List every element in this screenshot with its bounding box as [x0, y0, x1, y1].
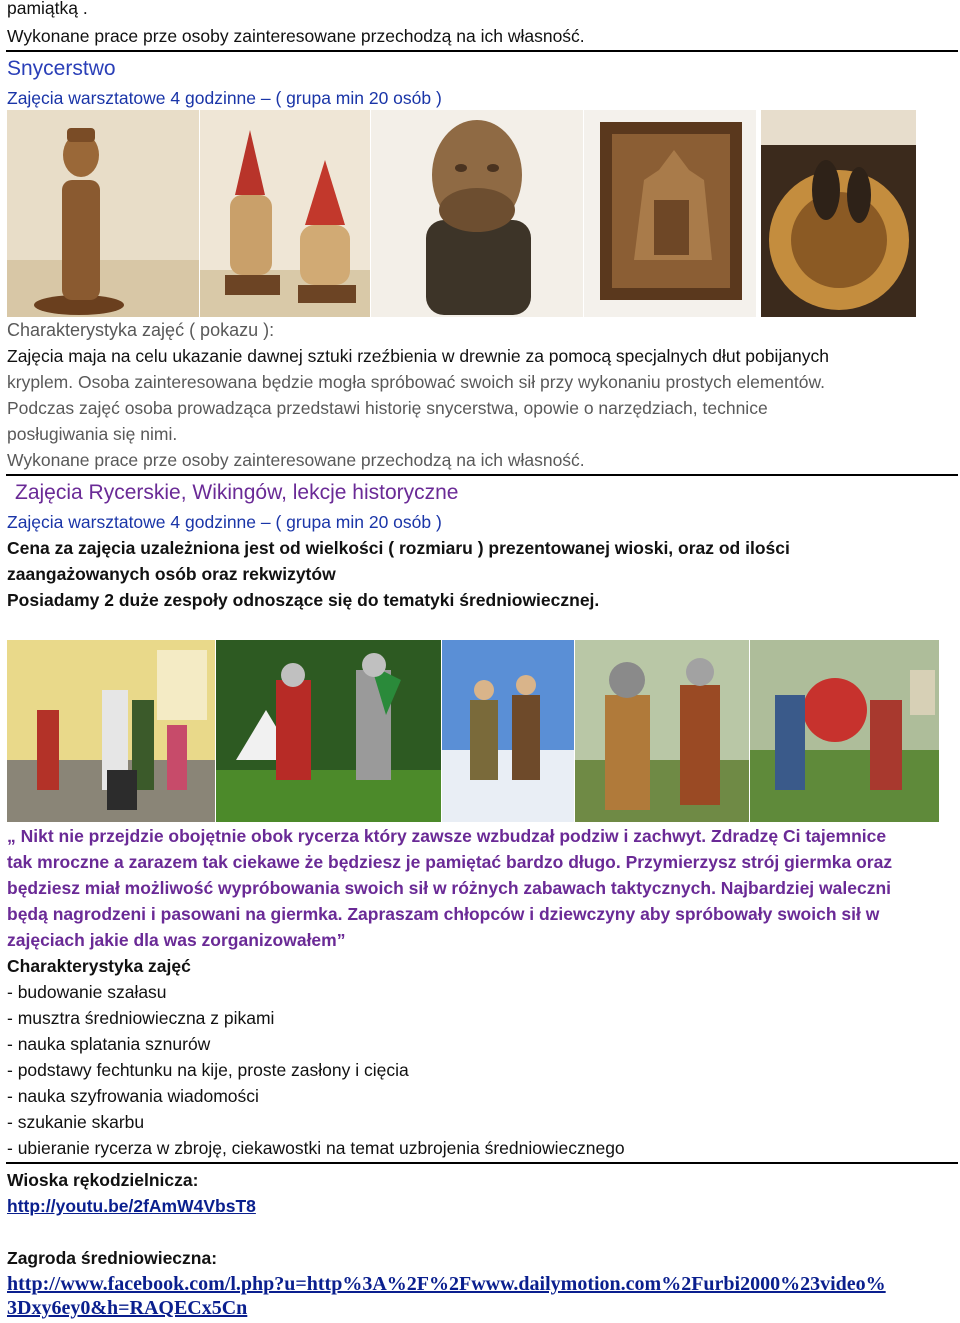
list-item: - nauka szyfrowania wiadomości	[7, 1086, 259, 1106]
price-line-1: Cena za zajęcia uzależniona jest od wielkości ( rozmiaru ) prezentowanej wioski, oraz od ilości	[7, 538, 790, 558]
carved-figure-photo	[7, 110, 199, 317]
price-line-2: zaangażowanych osób oraz rekwizytów	[7, 564, 336, 584]
zagroda-link-part-2[interactable]: 3Dxy6ey0&h=RAQECx5Cn	[7, 1297, 248, 1319]
classroom-knights-photo	[7, 640, 215, 822]
section-title-snycerstwo: Snycerstwo	[7, 57, 116, 80]
top-line-2: Wykonane prace prze osoby zainteresowane przechodzą na ich własność.	[7, 26, 585, 46]
char-heading-rycerskie: Charakterystyka zajęć	[7, 956, 191, 976]
carved-head-photo	[371, 110, 583, 317]
quote-line-2: tak mroczne a zarazem tak ciekawe że będziesz je pamiętać bardzo długo. Przymierzysz strój giermka oraz	[7, 852, 893, 872]
desc-line-4: posługiwania się nimi.	[7, 424, 178, 444]
quote-line-5: zajęciach jakie dla was zorganizowałem”	[7, 930, 346, 950]
divider	[6, 50, 958, 52]
carved-relief-photo	[584, 110, 756, 317]
divider	[6, 474, 958, 476]
section-subtitle-rycerskie: Zajęcia warsztatowe 4 godzinne – ( grupa min 20 osób )	[7, 512, 442, 532]
list-item: - budowanie szałasu	[7, 982, 167, 1002]
section-title-rycerskie: Zajęcia Rycerskie, Wikingów, lekcje historyczne	[15, 481, 459, 504]
zagroda-link-part-1[interactable]: http://www.facebook.com/l.php?u=http%3A%2F%2Fwww.dailymotion.com%2Furbi2000%23video%	[7, 1273, 886, 1295]
divider	[6, 1162, 958, 1164]
price-line-3: Posiadamy 2 duże zespoły odnoszące się do tematyki średniowiecznej.	[7, 590, 600, 610]
carved-birds-photo	[761, 110, 916, 317]
list-item: - ubieranie rycerza w zbroję, ciekawostki na temat uzbrojenia średniowiecznego	[7, 1138, 625, 1158]
chainmail-warrior-photo	[575, 640, 749, 822]
zagroda-label: Zagroda średniowieczna:	[7, 1248, 218, 1268]
quote-line-3: będziesz miał możliwość wypróbowania swoich sił w różnych zabawach taktycznych. Najbardziej waleczni	[7, 878, 892, 898]
list-item: - musztra średniowieczna z pikami	[7, 1008, 275, 1028]
list-item: - szukanie skarbu	[7, 1112, 145, 1132]
list-item: - podstawy fechtunku na kije, proste zasłony i cięcia	[7, 1060, 409, 1080]
shield-battle-photo	[750, 640, 939, 822]
section-subtitle-snycerstwo: Zajęcia warsztatowe 4 godzinne – ( grupa min 20 osób )	[7, 88, 442, 108]
top-line-1: pamiątką .	[7, 0, 88, 18]
winter-vikings-photo	[442, 640, 574, 822]
quote-line-1: „ Nikt nie przejdzie obojętnie obok rycerza który zawsze wzbudzał podziw i zachwyt. Zdradzę Ci tajemnice	[7, 826, 887, 846]
sword-fight-photo	[216, 640, 441, 822]
wioska-label: Wioska rękodzielnicza:	[7, 1170, 199, 1190]
desc-line-1: Zajęcia maja na celu ukazanie dawnej sztuki rzeźbienia w drewnie za pomocą specjalnych dłut pobijanych	[7, 346, 829, 366]
desc-line-3: Podczas zajęć osoba prowadząca przedstawi historię snycerstwa, opowie o narzędziach, technice	[7, 398, 768, 418]
carved-gnomes-photo	[200, 110, 370, 317]
list-item: - nauka splatania sznurów	[7, 1034, 211, 1054]
quote-line-4: będą nagrodzeni i pasowani na giermka. Zapraszam chłopców i dziewczyny aby spróbowały swoich sił w	[7, 904, 880, 924]
char-heading-snycerstwo: Charakterystyka zajęć ( pokazu ):	[7, 320, 275, 340]
wioska-link[interactable]: http://youtu.be/2fAmW4VbsT8	[7, 1196, 256, 1216]
desc-line-2: kryplem. Osoba zainteresowana będzie mogła spróbować swoich sił przy wykonaniu prostych elementów.	[7, 372, 826, 392]
desc-line-5: Wykonane prace prze osoby zainteresowane przechodzą na ich własność.	[7, 450, 585, 470]
